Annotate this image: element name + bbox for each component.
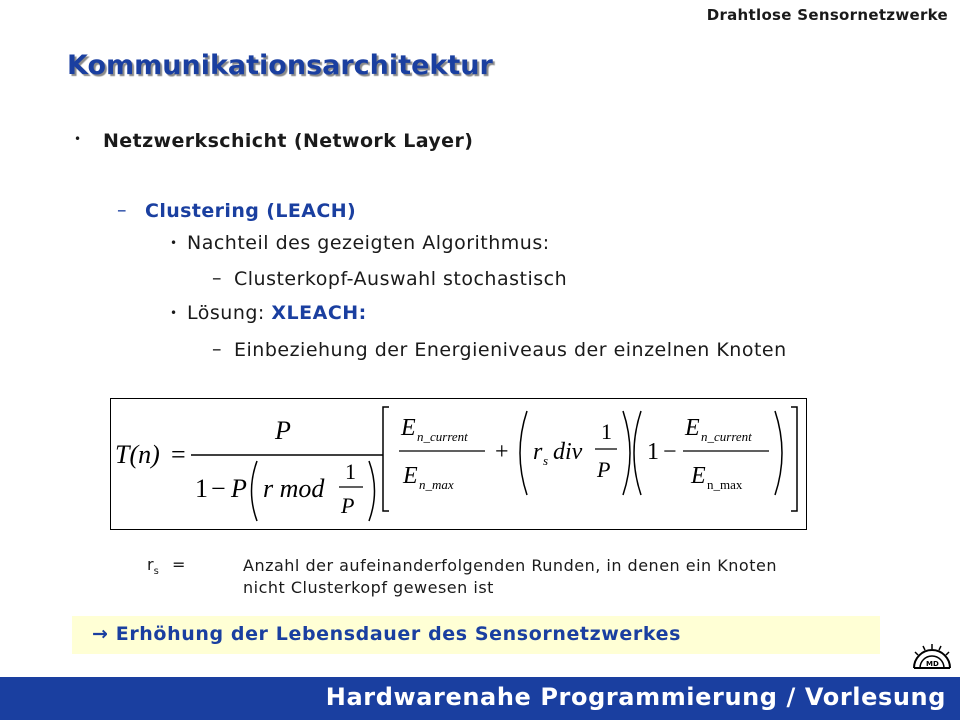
formula-inner-P: P	[341, 493, 355, 518]
paren-right-icon	[369, 461, 375, 521]
conclusion-box	[72, 616, 880, 654]
formula-nmax: n_max	[707, 477, 743, 492]
bracket-right-icon	[791, 407, 797, 511]
dash-icon: –	[212, 267, 222, 289]
formula-rmod: r mod	[263, 474, 325, 503]
slide-title: Kommunikationsarchitektur	[67, 50, 493, 81]
paren-right-icon	[775, 411, 782, 495]
course-name: Drahtlose Sensornetzwerke	[706, 6, 948, 24]
formula-ncurrent: n_current	[701, 429, 752, 444]
item-disadvantage-detail: Clusterkopf-Auswahl stochastisch	[234, 268, 568, 290]
xleach-formula	[110, 398, 807, 530]
formula-rs-sub: s	[543, 453, 549, 468]
arrow-right-icon: →	[92, 623, 116, 645]
definition-symbol	[147, 555, 159, 577]
level1-heading: Netzwerkschicht (Network Layer)	[103, 130, 474, 152]
formula-E: E	[401, 415, 416, 441]
formula-one: 1	[647, 439, 659, 465]
formula-E: E	[403, 463, 418, 489]
item-disadvantage: Nachteil des gezeigten Algorithmus:	[187, 232, 550, 254]
bullet-icon: •	[74, 132, 82, 146]
dash-icon: –	[117, 199, 127, 221]
paren-left-icon	[634, 411, 641, 495]
formula-E: E	[685, 415, 700, 441]
formula-minus: −	[211, 474, 226, 503]
formula-svg	[111, 399, 806, 529]
formula-div: div	[553, 439, 583, 465]
definition-symbol-sub: s	[153, 566, 159, 578]
formula-P: P	[597, 457, 611, 482]
formula-one: 1	[601, 419, 612, 444]
paren-left-icon	[252, 461, 258, 521]
item-solution	[187, 302, 367, 324]
bullet-icon: •	[170, 306, 178, 320]
formula-minus: −	[663, 439, 677, 465]
footer-title: Hardwarenahe Programmierung / Vorlesung	[325, 683, 946, 711]
definition-symbol-r: r	[147, 555, 154, 574]
formula-ncurrent: n_current	[417, 429, 468, 444]
formula-one: 1	[195, 474, 208, 503]
paren-left-icon	[520, 411, 527, 495]
svg-text:MD: MD	[926, 660, 939, 668]
conclusion-text: Erhöhung der Lebensdauer des Sensornetzwerkes	[115, 623, 682, 645]
formula-nmax: n_max	[419, 477, 454, 492]
definition-text: Anzahl der aufeinanderfolgenden Runden, in denen ein Knoten nicht Clusterkopf gewesen ist	[243, 556, 777, 597]
paren-right-icon	[623, 411, 630, 495]
bracket-left-icon	[383, 407, 389, 511]
formula-equals: =	[171, 440, 186, 469]
formula-rs: r	[533, 439, 543, 465]
formula-P: P	[231, 474, 247, 503]
formula-plus: +	[495, 439, 509, 465]
university-logo-icon	[910, 641, 954, 671]
formula-E: E	[691, 463, 706, 489]
bullet-icon: •	[170, 236, 178, 250]
level2-heading: Clustering (LEACH)	[145, 200, 357, 222]
formula-inner-one: 1	[345, 459, 356, 484]
item-solution-detail: Einbeziehung der Energieniveaus der einzelnen Knoten	[234, 339, 787, 361]
definition-equals: =	[172, 555, 186, 574]
solution-label: Lösung:	[187, 302, 272, 324]
solution-highlight: XLEACH:	[271, 302, 367, 324]
conclusion	[92, 623, 681, 645]
footer-bar	[0, 677, 960, 720]
dash-icon: –	[212, 338, 222, 360]
formula-lhs: T(n)	[115, 440, 160, 469]
formula-numerator: P	[275, 416, 291, 445]
